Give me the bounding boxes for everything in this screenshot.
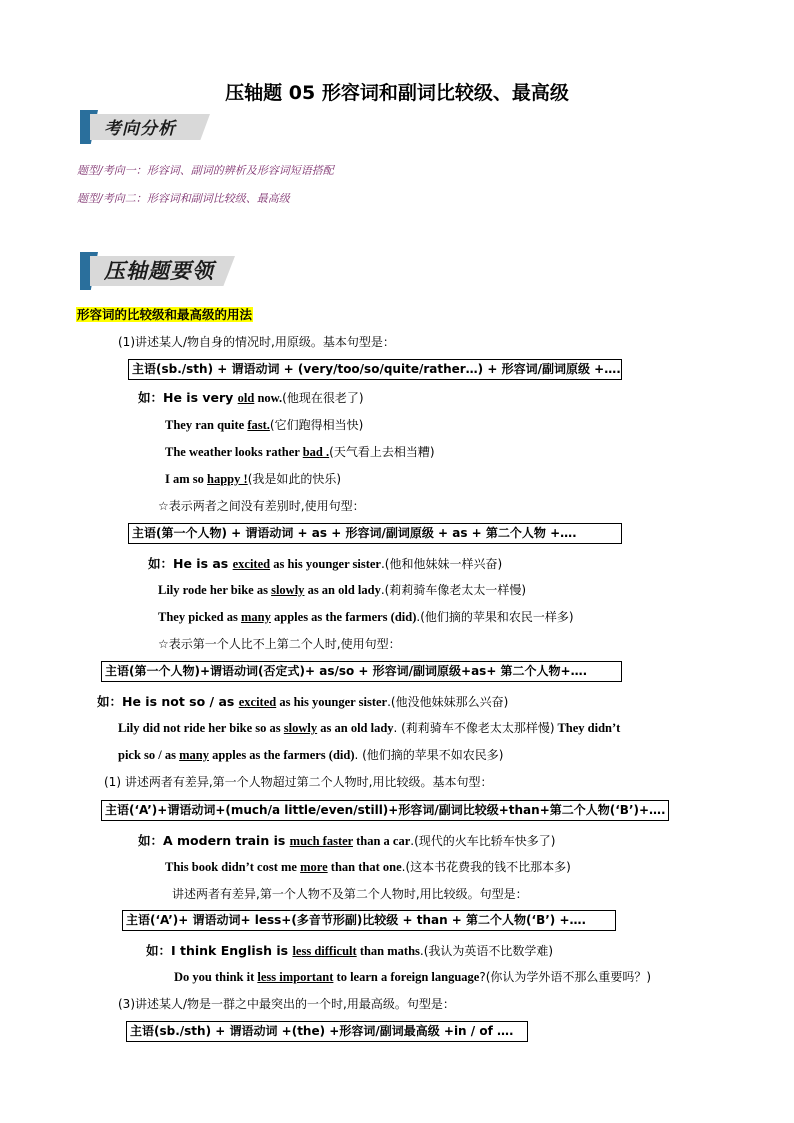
- pattern-box-4: 主语(‘A’)+谓语动词+(much/a little/even/still)+形容词/副词比较级+than+第二个人物(‘B’)+….: [101, 800, 669, 821]
- star-note-1: ☆表示两者之间没有差别时,使用句型：: [158, 499, 365, 513]
- example-8: 如：He is not so / as excited as his younger sister.(他没他妹妹那么兴奋): [97, 694, 509, 709]
- example-9a: Lily did not ride her bike so as slowly as an old lady. (莉莉骑车不像老太太那样慢) They didn’t: [118, 721, 621, 735]
- question-type-2: 题型/考向二：形容词和副词比较级、最高级: [77, 192, 290, 205]
- example-10: 如：A modern train is much faster than a car.(现代的火车比轿车快多了): [138, 833, 556, 848]
- page-title: 压轴题 05 形容词和副词比较级、最高级: [225, 82, 569, 104]
- star-note-2: ☆表示第一个人比不上第二个人时,使用句型：: [158, 637, 401, 651]
- pattern-box-6: 主语(sb./sth) + 谓语动词 +(the) +形容词/副词最高级 +in / of ….: [126, 1021, 528, 1042]
- pattern-box-3: 主语(第一个人物)+谓语动词(否定式)+ as/so + 形容词/副词原级+as+ 第二个人物+….: [101, 661, 622, 682]
- banner-label: 压轴题要领: [104, 259, 214, 283]
- example-13: Do you think it less important to learn a foreign language?(你认为学外语不那么重要吗？): [174, 970, 652, 984]
- example-4: I am so happy !(我是如此的快乐): [165, 472, 342, 486]
- example-3: The weather looks rather bad .(天气看上去相当糟): [165, 445, 435, 459]
- example-6: Lily rode her bike as slowly as an old lady.(莉莉骑车像老太太一样慢): [158, 583, 527, 597]
- example-12: 如：I think English is less difficult than maths.(我认为英语不比数学难): [146, 943, 554, 958]
- banner-label: 考向分析: [104, 119, 176, 139]
- paragraph-2: (1) 讲述两者有差异,第一个人物超过第二个人物时,用比较级。基本句型：: [104, 775, 493, 789]
- example-1: 如：He is very old now.(他现在很老了): [138, 390, 364, 405]
- question-type-1: 题型/考向一：形容词、副词的辨析及形容词短语搭配: [77, 164, 334, 177]
- paragraph-4: (3)讲述某人/物是一群之中最突出的一个时,用最高级。句型是：: [118, 997, 455, 1011]
- example-5: 如：He is as excited as his younger sister.(他和他妹妹一样兴奋): [148, 556, 503, 571]
- example-2: They ran quite fast.(它们跑得相当快): [165, 418, 364, 432]
- pattern-box-1: 主语(sb./sth) + 谓语动词 + (very/too/so/quite/rather…) + 形容词/副词原级 +….: [128, 359, 622, 380]
- example-11: This book didn’t cost me more than that one.(这本书花费我的钱不比那本多): [165, 860, 571, 874]
- example-7: They picked as many apples as the farmers (did).(他们摘的苹果和农民一样多): [158, 610, 574, 624]
- section-banner-key-points: [80, 252, 240, 290]
- paragraph-3: 讲述两者有差异,第一个人物不及第二个人物时,用比较级。句型是：: [172, 887, 528, 901]
- highlighted-heading: 形容词的比较级和最高级的用法: [77, 307, 253, 322]
- paragraph-1: (1)讲述某人/物自身的情况时,用原级。基本句型是：: [118, 335, 395, 349]
- section-banner-analysis: [80, 110, 210, 144]
- section-heading: [76, 305, 253, 324]
- example-9b: pick so / as many apples as the farmers (did). (他们摘的苹果不如农民多): [118, 748, 504, 762]
- pattern-box-5: 主语(‘A’)+ 谓语动词+ less+(多音节形副)比较级 + than + 第二个人物(‘B’) +….: [122, 910, 616, 931]
- pattern-box-2: 主语(第一个人物) + 谓语动词 + as + 形容词/副词原级 + as + 第二个人物 +….: [128, 523, 622, 544]
